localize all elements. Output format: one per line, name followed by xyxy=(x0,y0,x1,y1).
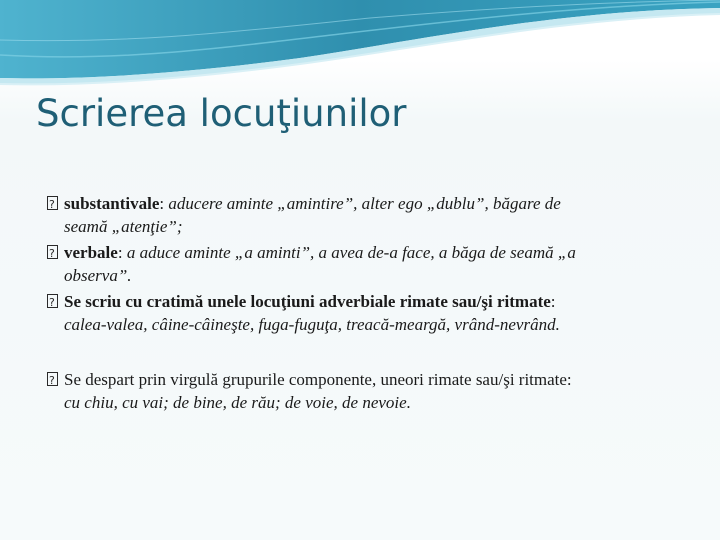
bullet-text: Se despart prin virgulă grupurile componente, uneori rimate sau/şi ritmate: xyxy=(64,370,572,389)
bullet-cratima xyxy=(47,290,687,336)
bullet-label: verbale xyxy=(64,243,118,262)
bullet-label: substantivale xyxy=(64,194,160,213)
bullet-text-continued: observa”. xyxy=(64,266,132,285)
bullet-verbale xyxy=(47,241,687,287)
bullet-virgula xyxy=(47,368,687,414)
bullet-label: Se scriu cu cratimă unele locuţiuni adverbiale rimate sau/şi ritmate xyxy=(64,292,551,311)
bullet-box-icon xyxy=(47,294,58,308)
bullet-box-icon xyxy=(47,196,58,210)
bullet-substantivale xyxy=(47,192,687,238)
bullet-colon: : xyxy=(117,243,123,262)
decorative-top-wave xyxy=(0,0,720,90)
bullet-colon: : xyxy=(159,194,165,213)
bullet-list xyxy=(47,192,687,417)
slide-title: Scrierea locuţiunilor xyxy=(36,92,407,135)
bullet-box-icon xyxy=(47,372,58,386)
bullet-text-continued: calea-valea, câine-câineşte, fuga-fuguţa, treacă-meargă, vrând-nevrând. xyxy=(64,315,560,334)
bullet-box-icon xyxy=(47,245,58,259)
bullet-text-continued: cu chiu, cu vai; de bine, de rău; de voie, de nevoie. xyxy=(64,393,411,412)
bullet-colon: : xyxy=(550,292,556,311)
bullet-text: a aduce aminte „a aminti”, a avea de-a face, a băga de seamă „a xyxy=(122,243,576,262)
bullet-text: aducere aminte „amintire”, alter ego „dublu”, băgare de xyxy=(164,194,561,213)
bullet-text-continued: seamă „atenţie”; xyxy=(64,217,183,236)
